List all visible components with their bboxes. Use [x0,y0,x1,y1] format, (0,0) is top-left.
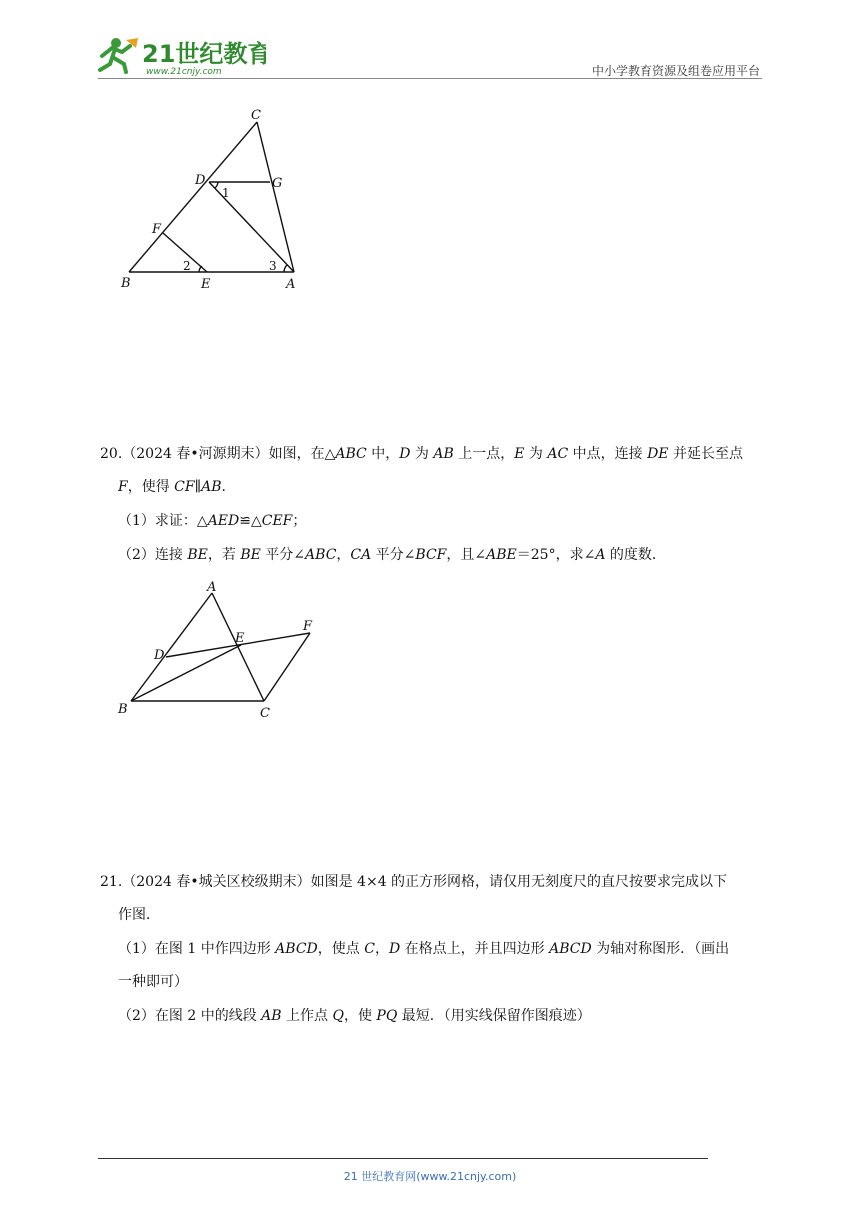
label-b: B [121,276,131,291]
q21-line2: 作图． [118,907,160,923]
label-c: C [260,706,270,721]
label-d: D [195,173,206,188]
label-f: F [152,222,162,237]
label-a: A [207,580,217,595]
footer-divider [98,1158,708,1159]
label-b: B [118,702,128,717]
label-e: E [201,277,211,292]
q21-line1: 21.（2024 春•城关区校级期末）如图是 4×4 的正方形网格，请仅用无刻度尺的直尺按要求完成以下 [100,874,728,890]
angle-label-3: 3 [269,259,277,273]
q20-part1: （1）求证：△AED≌△CEF； [118,513,307,529]
q21-part2: （2）在图 2 中的线段 AB 上作点 Q，使 PQ 最短．（用实线保留作图痕迹） [118,1008,591,1024]
angle-label-2: 2 [183,259,191,273]
label-e: E [235,631,245,646]
label-g: G [272,176,283,191]
figure-q19 [115,102,305,297]
q20-part2: （2）连接 BE，若 BE 平分∠ABC，CA 平分∠BCF，且∠ABE＝25°，求∠A 的度数． [118,547,666,563]
logo-title: 21世纪教育 [142,40,266,68]
q21-part1a: （1）在图 1 中作四边形 ABCD，使点 C，D 在格点上，并且四边形 ABCD 为轴对称图形．（画出 [118,941,730,957]
angle-label-1: 1 [222,186,230,200]
header-divider [98,78,762,79]
header-tagline: 中小学教育资源及组卷应用平台 [591,64,760,78]
q21-part1b: 一种即可） [118,974,188,990]
label-d: D [154,648,165,663]
label-c: C [251,108,261,123]
logo-graphic [96,34,266,78]
q20-line1: 20.（2024 春•河源期末）如图，在△ABC 中，D 为 AB 上一点，E 为 AC 中点，连接 DE 并延长至点 [100,446,743,462]
footer-link[interactable]: 21 世纪教育网(www.21cnjy.com) [343,1170,517,1183]
label-a: A [286,277,296,292]
figure-q20 [114,578,319,723]
label-f: F [303,619,313,634]
logo-url: www.21cnjy.com [146,67,222,77]
q20-line2: F，使得 CF∥AB． [118,479,236,495]
site-logo [96,34,266,78]
